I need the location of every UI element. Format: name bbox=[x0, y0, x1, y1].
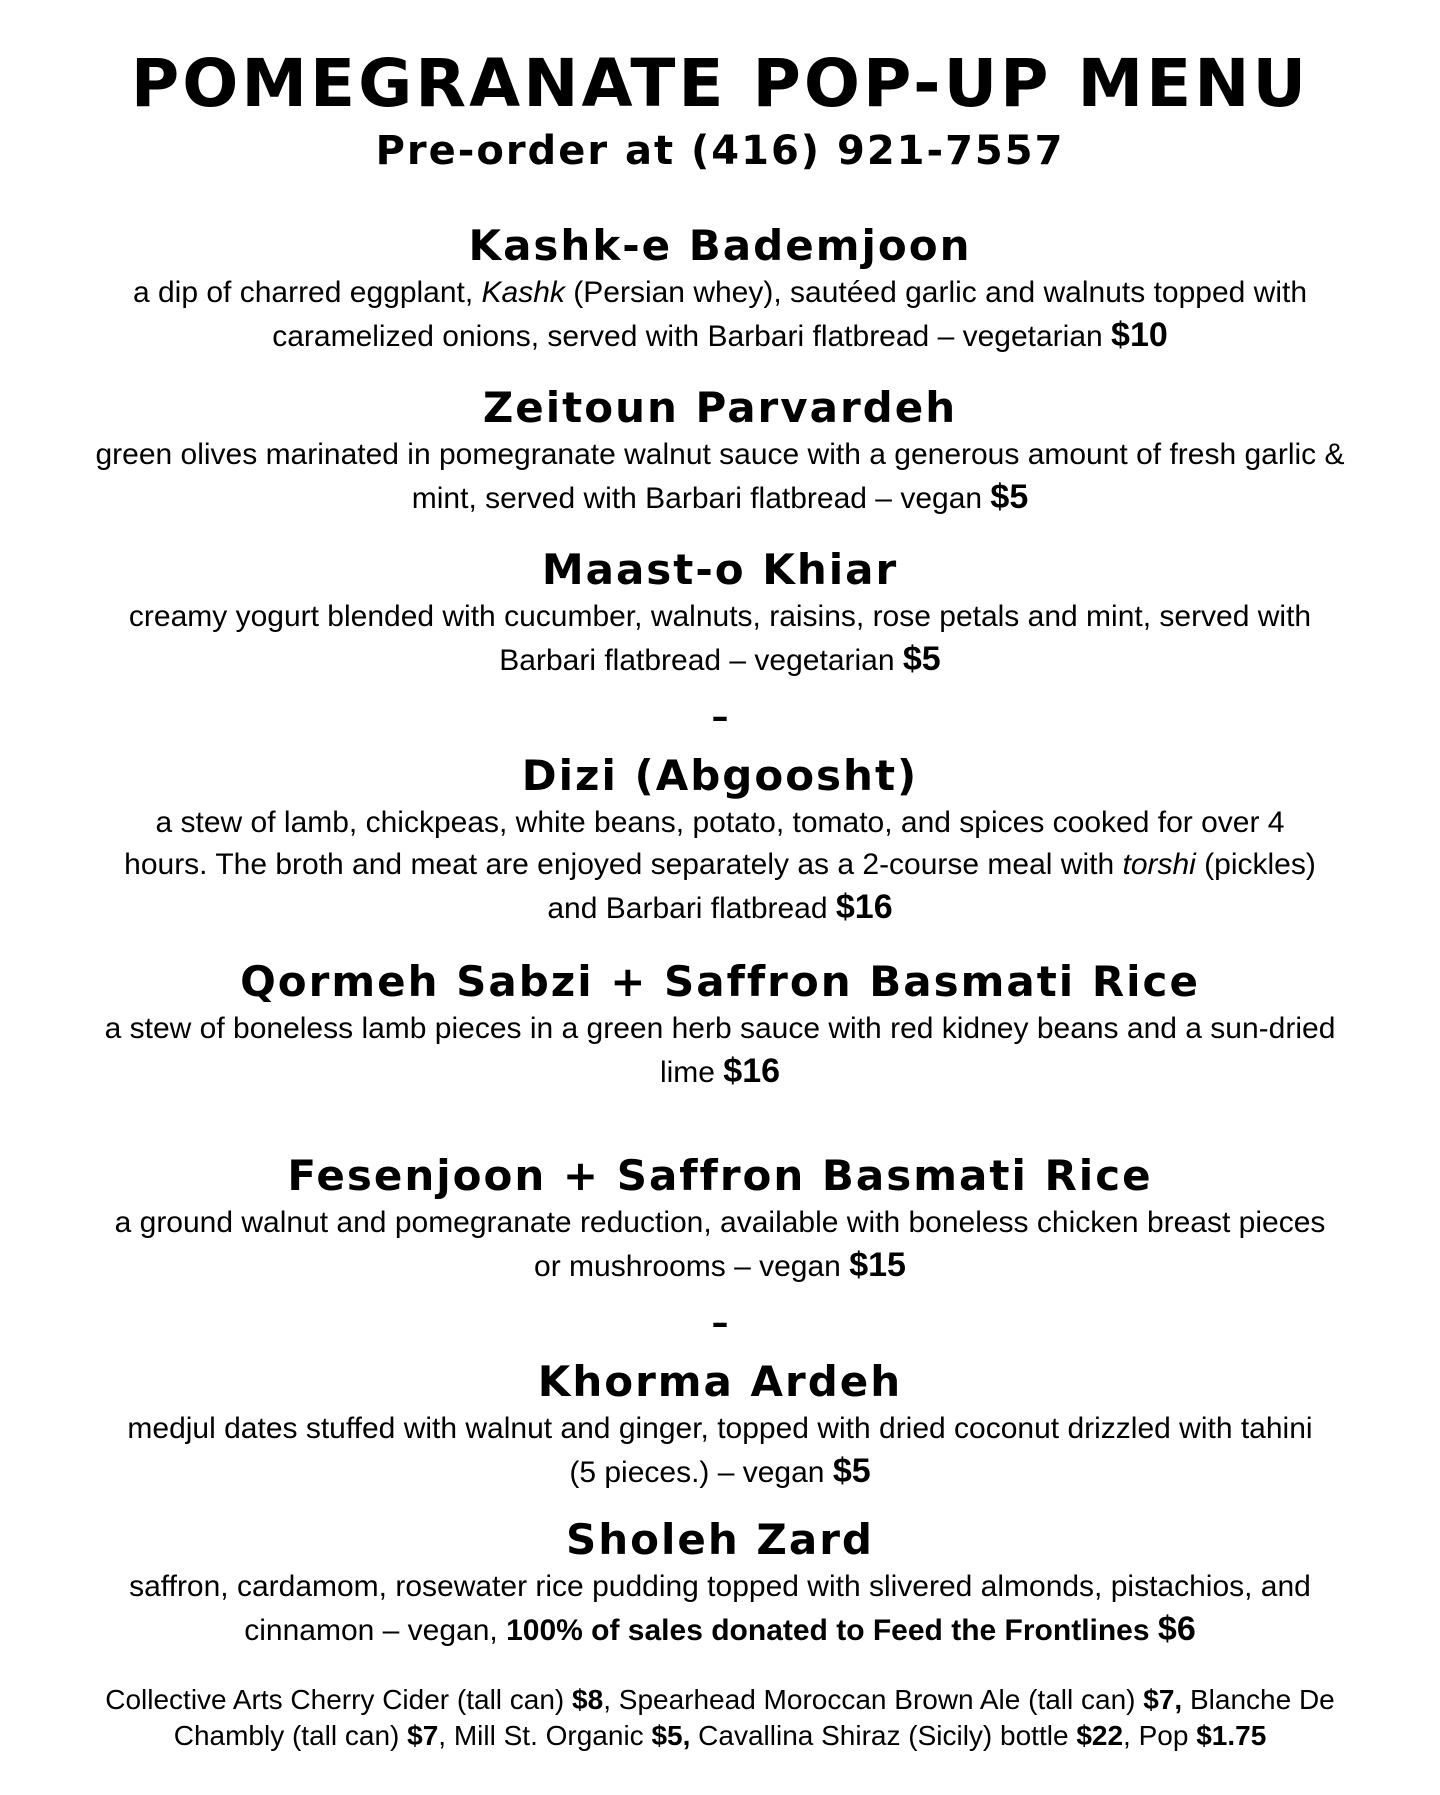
desc-bold: 100% of sales donated to Feed the Frontlines bbox=[506, 1614, 1150, 1647]
drink-price: $7 bbox=[407, 1720, 439, 1751]
item-price: $16 bbox=[723, 1052, 781, 1090]
item-name: Fesenjoon + Saffron Basmati Rice bbox=[287, 1151, 1153, 1200]
item-name: Qormeh Sabzi + Saffron Basmati Rice bbox=[240, 957, 1200, 1006]
item-price: $10 bbox=[1111, 316, 1168, 354]
item-price: $16 bbox=[835, 888, 893, 926]
menu-item-khorma-ardeh bbox=[80, 1356, 1360, 1494]
section-separator: – bbox=[711, 697, 729, 737]
desc-text: (pickles) and Barbari flatbread bbox=[547, 848, 1316, 925]
item-price: $5 bbox=[990, 478, 1029, 516]
drink-label: Collective Arts Cherry Cider (tall can) bbox=[105, 1684, 573, 1715]
item-name: Maast-o Khiar bbox=[541, 545, 899, 594]
desc-text: a dip of charred eggplant, bbox=[132, 276, 482, 309]
drink-label: Blanche De Chambly (tall can) bbox=[173, 1684, 1335, 1751]
drink-label: Pop bbox=[1138, 1720, 1197, 1751]
drink-price: $8 bbox=[572, 1684, 604, 1715]
desc-text: saffron, cardamom, rosewater rice pudding topped with slivered almonds, pistachios, and cinnamon – vegan, bbox=[129, 1570, 1311, 1647]
preorder-phone: Pre-order at (416) 921-7557 bbox=[375, 128, 1065, 174]
item-price: $5 bbox=[832, 1452, 871, 1490]
item-description bbox=[120, 272, 1320, 358]
item-description bbox=[90, 434, 1350, 520]
drink-separator bbox=[690, 1720, 698, 1751]
drink-price: $7, bbox=[1143, 1684, 1183, 1715]
item-price: $5 bbox=[902, 640, 941, 678]
desc-text: green olives marinated in pomegranate walnut sauce with a generous amount of fresh garlic & mint, served with Barbari flatbread – vegan bbox=[95, 438, 1345, 515]
drink-label: Cavallina Shiraz (Sicily) bottle bbox=[698, 1720, 1077, 1751]
menu-item-qormeh-sabzi bbox=[80, 956, 1360, 1094]
drink-label: Spearhead Moroccan Brown Ale (tall can) bbox=[618, 1684, 1144, 1715]
item-price: $15 bbox=[849, 1246, 906, 1284]
menu-item-fesenjoon bbox=[80, 1150, 1360, 1288]
item-price: $6 bbox=[1157, 1610, 1196, 1648]
item-description bbox=[95, 1008, 1345, 1094]
item-name: Khorma Ardeh bbox=[537, 1357, 903, 1406]
menu-item-kashk-e-bademjoon bbox=[80, 220, 1360, 358]
drink-separator: , bbox=[438, 1720, 454, 1751]
drink-separator bbox=[1182, 1684, 1190, 1715]
drink-label: Mill St. Organic bbox=[453, 1720, 652, 1751]
section-separator: – bbox=[711, 1303, 729, 1343]
drink-price: $1.75 bbox=[1196, 1720, 1267, 1751]
desc-italic: Kashk bbox=[481, 276, 565, 309]
item-name: Zeitoun Parvardeh bbox=[482, 383, 958, 432]
desc-text: creamy yogurt blended with cucumber, walnuts, raisins, rose petals and mint, served with Barbari flatbread – vegetarian bbox=[128, 600, 1312, 677]
desc-italic: torshi bbox=[1122, 848, 1196, 881]
item-description bbox=[110, 1408, 1330, 1494]
drink-separator: , bbox=[603, 1684, 619, 1715]
drink-price: $5, bbox=[651, 1720, 691, 1751]
desc-text: (Persian whey), sautéed garlic and walnuts topped with caramelized onions, served with Barbari flatbread – vegetarian bbox=[272, 276, 1308, 353]
menu-title: POMEGRANATE POP-UP MENU bbox=[130, 45, 1310, 122]
item-name: Kashk-e Bademjoon bbox=[468, 221, 972, 270]
drink-separator: , bbox=[1123, 1720, 1139, 1751]
drinks-list bbox=[80, 1682, 1360, 1754]
item-description bbox=[110, 596, 1330, 682]
item-name: Sholeh Zard bbox=[566, 1515, 874, 1564]
menu-item-dizi bbox=[80, 750, 1360, 930]
desc-text: a stew of boneless lamb pieces in a green herb sauce with red kidney beans and a sun-dried lime bbox=[104, 1012, 1336, 1089]
menu-item-maast-o-khiar bbox=[80, 544, 1360, 682]
drink-price: $22 bbox=[1076, 1720, 1124, 1751]
menu-item-zeitoun-parvardeh bbox=[80, 382, 1360, 520]
desc-text: a stew of lamb, chickpeas, white beans, potato, tomato, and spices cooked for over 4 hours. The broth and meat are enjoyed separately as a 2-course meal with bbox=[124, 806, 1285, 881]
item-description bbox=[110, 802, 1330, 930]
item-description bbox=[110, 1202, 1330, 1288]
menu-item-sholeh-zard bbox=[80, 1514, 1360, 1652]
desc-text: medjul dates stuffed with walnut and ginger, topped with dried coconut drizzled with tahini (5 pieces.) – vegan bbox=[127, 1412, 1313, 1489]
desc-text: a ground walnut and pomegranate reduction, available with boneless chicken breast pieces or mushrooms – vegan bbox=[114, 1206, 1326, 1283]
item-description bbox=[100, 1566, 1340, 1652]
item-name: Dizi (Abgoosht) bbox=[521, 751, 919, 800]
